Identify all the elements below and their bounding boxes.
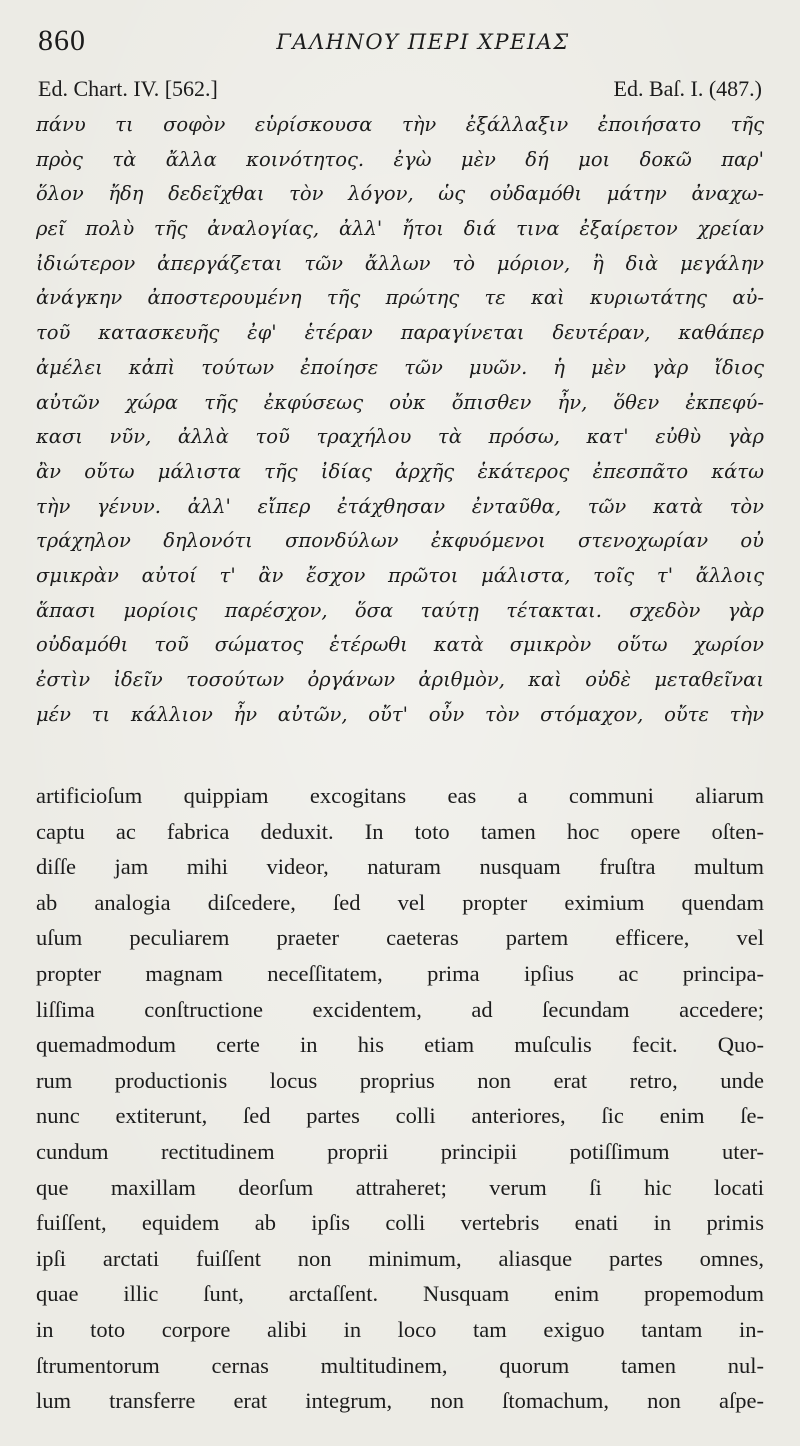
greek-line: αὐτῶν χώρα τῆς ἐκφύσεως οὐκ ὄπισθεν ἦν, ὅθεν ἐκπεφύ- <box>36 390 764 414</box>
work-title: ΓΑΛΗΝΟΥ ΠΕΡΙ ΧΡΕΙΑΣ <box>276 30 570 54</box>
greek-line: πάνυ τι σοφὸν εὑρίσκουσα τὴν ἐξάλλαξιν ἐποιήσατο τῆς <box>36 113 764 136</box>
greek-line: ἐστὶν ἰδεῖν τοσούτων ὀργάνων ἀριθμὸν, καὶ οὐδὲ μεταθεῖναι <box>36 668 764 691</box>
greek-line: ὅλον ἤδη δεδεῖχθαι τὸν λόγον, ὡς οὐδαμόθι μάτην ἀναχω- <box>36 182 764 206</box>
greek-line: ρεῖ πολὺ τῆς ἀναλογίας, ἀλλ' ἤτοι διά τινα ἐξαίρετον χρείαν <box>36 217 764 241</box>
greek-text-block <box>36 108 764 732</box>
latin-line: cundum rectitudinem proprii principii potiſſimum uter- <box>36 1138 764 1164</box>
greek-line: ἅπασι μορίοις παρέσχον, ὅσα ταύτῃ τέτακται. σχεδὸν γὰρ <box>36 598 764 622</box>
greek-line: ἀμέλει κἀπὶ τούτων ἐποίησε τῶν μυῶν. ἡ μὲν γὰρ ἴδιος <box>36 355 764 379</box>
greek-line: κασι νῦν, ἀλλὰ τοῦ τραχήλου τὰ πρόσω, κατ' εὐθὺ γὰρ <box>36 425 764 449</box>
latin-line: quae illic ſunt, arctaſſent. Nusquam enim propemodum <box>36 1281 764 1307</box>
latin-line: ipſi arctati fuiſſent non minimum, aliasque partes omnes, <box>36 1245 764 1271</box>
latin-line: liſſima conſtructione excidentem, ad ſecundam accedere; <box>36 996 764 1022</box>
greek-line: ἰδιώτερον ἀπεργάζεται τῶν ἄλλων τὸ μόριον, ἢ διὰ μεγάλην <box>36 251 764 275</box>
latin-line: quemadmodum certe in his etiam muſculis fecit. Quo- <box>36 1032 764 1058</box>
greek-line: πρὸς τὰ ἄλλα κοινότητος. ἐγὼ μὲν δή μοι δοκῶ παρ' <box>36 147 764 171</box>
greek-line: μέν τι κάλλιον ἦν αὐτῶν, οὔτ' οὖν τὸν στόμαχον, οὔτε τὴν <box>36 702 764 726</box>
edition-reference-basel: Ed. Baſ. I. (487.) <box>613 76 762 101</box>
greek-line: τὴν γένυν. ἀλλ' εἴπερ ἐτάχθησαν ἐνταῦθα, τῶν κατὰ τὸν <box>36 494 764 518</box>
running-head <box>38 24 762 64</box>
page-number: 860 <box>38 24 86 57</box>
latin-line: ſtrumentorum cernas multitudinem, quorum tamen nul- <box>36 1352 764 1378</box>
latin-line: ab analogia diſcedere, ſed vel propter eximium quendam <box>36 889 764 915</box>
latin-line: que maxillam deorſum attraheret; verum ſi hic locati <box>36 1174 764 1200</box>
edition-reference-chartier: Ed. Chart. IV. [562.] <box>38 76 218 101</box>
latin-line: propter magnam neceſſitatem, prima ipſius ac principa- <box>36 960 764 986</box>
latin-line: fuiſſent, equidem ab ipſis colli vertebris enati in primis <box>36 1210 764 1236</box>
latin-line: captu ac fabrica deduxit. In toto tamen hoc opere oſten- <box>36 818 764 844</box>
greek-line: ἀνάγκην ἀποστερουμένη τῆς πρώτης τε καὶ κυριωτάτης αὐ- <box>36 286 764 310</box>
greek-line: ἂν οὕτω μάλιστα τῆς ἰδίας ἀρχῆς ἑκάτερος ἐπεσπᾶτο κάτω <box>36 459 764 483</box>
latin-line: lum transferre erat integrum, non ſtomachum, non aſpe- <box>36 1388 764 1414</box>
latin-line: rum productionis locus proprius non erat retro, unde <box>36 1067 764 1093</box>
greek-line: τοῦ κατασκευῆς ἐφ' ἑτέραν παραγίνεται δευτέραν, καθάπερ <box>36 321 764 345</box>
greek-line: οὐδαμόθι τοῦ σώματος ἑτέρωθι κατὰ σμικρὸν οὕτω χωρίον <box>36 633 764 657</box>
latin-text-block <box>36 778 764 1419</box>
latin-line: nunc extiterunt, ſed partes colli anteriores, ſic enim ſe- <box>36 1103 764 1129</box>
latin-line: artificioſum quippiam excogitans eas a communi aliarum <box>36 783 764 808</box>
greek-line: σμικρὰν αὐτοί τ' ἂν ἔσχον πρῶτοι μάλιστα, τοῖς τ' ἄλλοις <box>36 563 764 587</box>
latin-line: uſum peculiarem praeter caeteras partem efficere, vel <box>36 925 764 951</box>
latin-line: diſſe jam mihi videor, naturam nusquam fruſtra multum <box>36 854 764 880</box>
column-separator <box>36 760 764 761</box>
greek-line: τράχηλον δηλονότι σπονδύλων ἐκφυόμενοι στενοχωρίαν οὐ <box>36 529 764 553</box>
edition-reference-line <box>38 76 762 106</box>
latin-line: in toto corpore alibi in loco tam exiguo tantam in- <box>36 1316 764 1342</box>
